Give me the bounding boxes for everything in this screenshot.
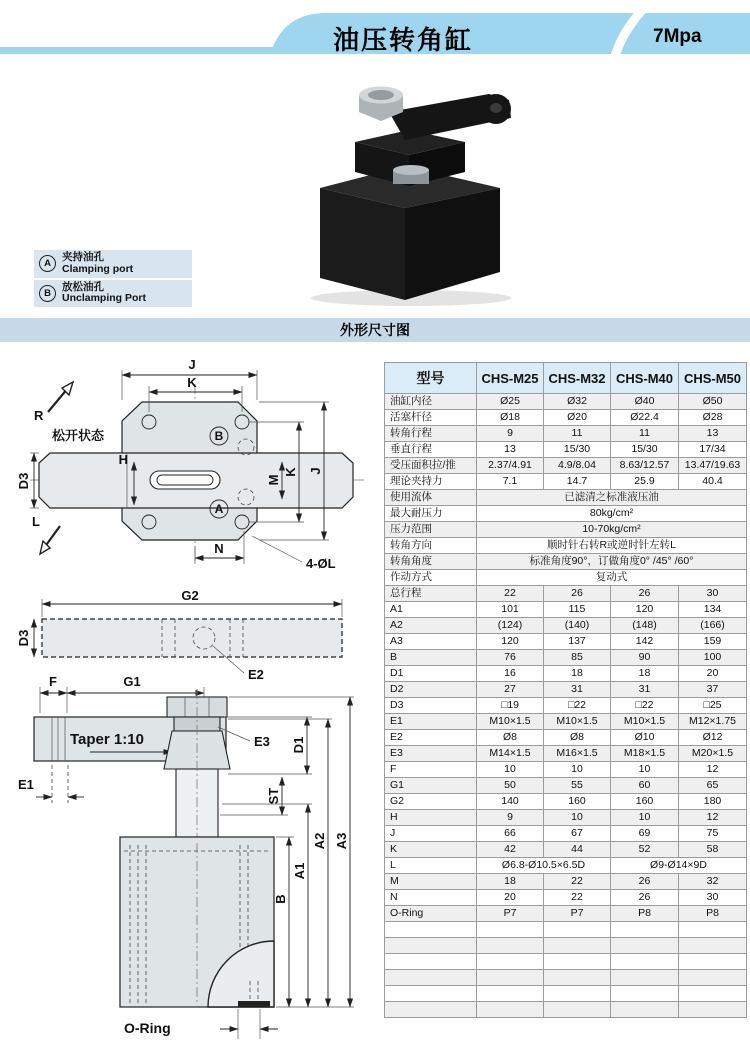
spec-value: 159: [679, 634, 747, 650]
table-row: [385, 906, 747, 922]
dim-d3-label: D3: [16, 472, 31, 490]
top-view-drawing: [12, 350, 380, 584]
spec-value: 142: [611, 634, 679, 650]
spec-value: M10×1.5: [544, 714, 611, 730]
spec-value: 67: [544, 826, 611, 842]
spec-value: 9: [477, 810, 544, 826]
spec-value: 10: [544, 810, 611, 826]
table-row: [385, 426, 747, 442]
spec-value: Ø32: [544, 394, 611, 410]
spec-value: 26: [544, 586, 611, 602]
table-row: [385, 858, 747, 874]
spec-value: 100: [679, 650, 747, 666]
spec-value: 50: [477, 778, 544, 794]
table-row: [385, 842, 747, 858]
table-row: [385, 618, 747, 634]
spec-value: 180: [679, 794, 747, 810]
spec-value: Ø8: [544, 730, 611, 746]
spec-value: 58: [679, 842, 747, 858]
spec-value: [679, 986, 747, 1002]
spec-value: M20×1.5: [679, 746, 747, 762]
spec-value: 10: [477, 762, 544, 778]
callout-e2-label: E2: [248, 667, 264, 682]
port-a-badge: A: [39, 255, 56, 272]
spec-value: Ø40: [611, 394, 679, 410]
spec-value: 137: [544, 634, 611, 650]
taper-note: Taper 1:10: [70, 731, 144, 748]
spec-value: [611, 970, 679, 986]
spec-value: 76: [477, 650, 544, 666]
spec-value: 10: [611, 810, 679, 826]
spec-label: D3: [385, 698, 477, 714]
spec-label: G2: [385, 794, 477, 810]
spec-label: 最大耐压力: [385, 506, 477, 522]
spec-value: P7: [477, 906, 544, 922]
dim-f-label: F: [49, 674, 57, 689]
spec-value: 18: [477, 874, 544, 890]
spec-value: M18×1.5: [611, 746, 679, 762]
spec-value: Ø18: [477, 410, 544, 426]
table-row: [385, 666, 747, 682]
spec-value: 13.47/19.63: [679, 458, 747, 474]
spec-value: 65: [679, 778, 747, 794]
spec-value: 8.63/12.57: [611, 458, 679, 474]
spec-value: 22: [477, 586, 544, 602]
spec-value: 75: [679, 826, 747, 842]
spec-value: 85: [544, 650, 611, 666]
table-row: [385, 538, 747, 554]
spec-value: 69: [611, 826, 679, 842]
spec-label: F: [385, 762, 477, 778]
clamping-port-row: [34, 250, 192, 278]
dim-k-label: K: [187, 375, 197, 390]
spec-label: 受压面积拉/推: [385, 458, 477, 474]
spec-value: 4.9/8.04: [544, 458, 611, 474]
spec-value: 12: [679, 810, 747, 826]
table-row: [385, 490, 747, 506]
spec-value: 18: [611, 666, 679, 682]
spec-value: □22: [611, 698, 679, 714]
spec-value: 40.4: [679, 474, 747, 490]
spec-value: Ø10: [611, 730, 679, 746]
spec-value: 26: [611, 586, 679, 602]
spec-value: 10-70kg/cm²: [477, 522, 747, 538]
spec-table-body: [385, 394, 747, 1018]
table-row: [385, 874, 747, 890]
spec-value: 10: [611, 762, 679, 778]
spec-value: 14.7: [544, 474, 611, 490]
empty-row: [385, 922, 747, 938]
pressure-rating: 7Mpa: [653, 26, 702, 47]
spec-value: [477, 970, 544, 986]
spec-value: 13: [477, 442, 544, 458]
spec-value: (166): [679, 618, 747, 634]
spec-label: [385, 970, 477, 986]
spec-value: 31: [544, 682, 611, 698]
table-row: [385, 522, 747, 538]
spec-value: [679, 1002, 747, 1018]
table-row: [385, 410, 747, 426]
table-row: [385, 698, 747, 714]
spec-value: 60: [611, 778, 679, 794]
spec-value: 160: [544, 794, 611, 810]
spec-value: 25.9: [611, 474, 679, 490]
spec-value: [611, 986, 679, 1002]
spec-value: P8: [679, 906, 747, 922]
spec-label: [385, 954, 477, 970]
spec-value: 80kg/cm²: [477, 506, 747, 522]
spec-value: 31: [611, 682, 679, 698]
spec-value: Ø6.8-Ø10.5×6.5D: [477, 858, 611, 874]
table-row: [385, 778, 747, 794]
table-row: [385, 394, 747, 410]
table-row: [385, 794, 747, 810]
spec-value: 16: [477, 666, 544, 682]
spec-value: Ø8: [477, 730, 544, 746]
port-b-badge: B: [39, 285, 56, 302]
spec-value: 26: [611, 874, 679, 890]
dim-e1-label: E1: [18, 777, 34, 792]
table-row: [385, 730, 747, 746]
spec-label: A2: [385, 618, 477, 634]
dim-n-label: N: [214, 541, 224, 556]
oring-label: O-Ring: [124, 1020, 171, 1036]
spec-label: 油缸内径: [385, 394, 477, 410]
dim-a3-label: A3: [334, 832, 349, 850]
port-legend: [34, 250, 192, 309]
spec-value: 32: [679, 874, 747, 890]
spec-label: 总行程: [385, 586, 477, 602]
product-photo: [293, 66, 525, 310]
dim-j-side-label: J: [308, 467, 323, 475]
spec-value: P8: [611, 906, 679, 922]
model-chs-m40: CHS-M40: [611, 363, 679, 394]
clamping-port-label: [62, 252, 133, 276]
spec-value: 17/34: [679, 442, 747, 458]
dim-g1-label: G1: [123, 674, 141, 689]
model-chs-m25: CHS-M25: [477, 363, 544, 394]
holes-callout: 4-ØL: [306, 556, 336, 571]
table-row: [385, 650, 747, 666]
table-row: [385, 762, 747, 778]
spec-label: [385, 922, 477, 938]
spec-value: P7: [544, 906, 611, 922]
spec-value: □19: [477, 698, 544, 714]
spec-value: 复动式: [477, 570, 747, 586]
table-row: [385, 474, 747, 490]
spec-value: 30: [679, 890, 747, 906]
spec-label: 理论夹持力: [385, 474, 477, 490]
spec-label: J: [385, 826, 477, 842]
spec-label: 转角方向: [385, 538, 477, 554]
spec-value: [544, 954, 611, 970]
spec-value: 11: [544, 426, 611, 442]
spec-value: Ø22.4: [611, 410, 679, 426]
dim-d3-side-label: D3: [16, 629, 31, 647]
spec-value: 12: [679, 762, 747, 778]
spec-table: [384, 362, 747, 1018]
spec-value: 42: [477, 842, 544, 858]
spec-value: □25: [679, 698, 747, 714]
model-column-header: 型号: [385, 363, 477, 394]
section-title: 外形尺寸图: [340, 322, 410, 338]
spec-label: [385, 938, 477, 954]
empty-row: [385, 986, 747, 1002]
page-title: 油压转角缸: [332, 25, 473, 55]
spec-value: 26: [611, 890, 679, 906]
spec-value: [611, 938, 679, 954]
table-row: [385, 442, 747, 458]
spec-label: 垂直行程: [385, 442, 477, 458]
spec-label: A3: [385, 634, 477, 650]
released-state-note: 松开状态: [52, 428, 105, 443]
dim-h-label: H: [118, 452, 128, 467]
rotation-l-label: L: [32, 514, 40, 529]
spec-value: M10×1.5: [477, 714, 544, 730]
spec-label: G1: [385, 778, 477, 794]
side-view-drawing: [12, 589, 380, 1044]
unclamping-port-cn: 放松油孔: [62, 280, 104, 293]
unclamping-port-label: [62, 282, 146, 306]
table-row: [385, 570, 747, 586]
spec-value: 20: [679, 666, 747, 682]
table-row: [385, 458, 747, 474]
spec-value: 15/30: [544, 442, 611, 458]
spec-value: Ø9-Ø14×9D: [611, 858, 747, 874]
spec-value: [477, 954, 544, 970]
spec-label: D2: [385, 682, 477, 698]
spec-value: Ø50: [679, 394, 747, 410]
spec-value: 44: [544, 842, 611, 858]
spec-label: M: [385, 874, 477, 890]
spec-value: [477, 922, 544, 938]
spec-label: D1: [385, 666, 477, 682]
spec-value: [611, 1002, 679, 1018]
spec-value: 37: [679, 682, 747, 698]
spec-value: 15/30: [611, 442, 679, 458]
table-row: [385, 506, 747, 522]
rotation-r-label: R: [34, 408, 44, 423]
spec-value: 已滤清之标准液压油: [477, 490, 747, 506]
dim-m-label: M: [266, 474, 281, 486]
dim-g2-label: G2: [181, 589, 199, 603]
table-row: [385, 586, 747, 602]
callout-e3-label: E3: [254, 734, 270, 749]
spec-label: E2: [385, 730, 477, 746]
spec-label: [385, 986, 477, 1002]
spec-value: (148): [611, 618, 679, 634]
spec-value: (124): [477, 618, 544, 634]
spec-value: Ø12: [679, 730, 747, 746]
page-header: [0, 0, 750, 62]
empty-row: [385, 970, 747, 986]
table-row: [385, 554, 747, 570]
spec-value: [477, 1002, 544, 1018]
spec-value: 22: [544, 874, 611, 890]
spec-value: 55: [544, 778, 611, 794]
spec-value: 10: [544, 762, 611, 778]
dim-d1-label: D1: [291, 736, 306, 754]
spec-value: (140): [544, 618, 611, 634]
spec-label: E3: [385, 746, 477, 762]
table-row: [385, 714, 747, 730]
table-row: [385, 890, 747, 906]
spec-label: 使用流体: [385, 490, 477, 506]
dim-a1-label: A1: [292, 862, 307, 880]
spec-value: [611, 922, 679, 938]
port-a-mark: A: [214, 502, 224, 516]
spec-value: [679, 970, 747, 986]
spec-value: 66: [477, 826, 544, 842]
spec-label: O-Ring: [385, 906, 477, 922]
spec-value: 18: [544, 666, 611, 682]
spec-value: [611, 954, 679, 970]
spec-value: 27: [477, 682, 544, 698]
dim-j-label: J: [188, 357, 196, 372]
model-chs-m32: CHS-M32: [544, 363, 611, 394]
spec-value: 52: [611, 842, 679, 858]
spec-value: M14×1.5: [477, 746, 544, 762]
spec-value: Ø20: [544, 410, 611, 426]
empty-row: [385, 938, 747, 954]
dim-st-label: ST: [266, 787, 281, 805]
spec-value: 22: [544, 890, 611, 906]
spec-value: 13: [679, 426, 747, 442]
spec-label: 转角行程: [385, 426, 477, 442]
spec-label: H: [385, 810, 477, 826]
dim-k-side-label: K: [283, 467, 298, 477]
spec-label: N: [385, 890, 477, 906]
spec-value: 160: [611, 794, 679, 810]
spec-value: [679, 954, 747, 970]
spec-value: Ø28: [679, 410, 747, 426]
table-row: [385, 682, 747, 698]
spec-value: [544, 1002, 611, 1018]
spec-value: [544, 938, 611, 954]
spec-value: [679, 922, 747, 938]
unclamping-port-row: [34, 280, 192, 308]
spec-value: □22: [544, 698, 611, 714]
clamping-port-cn: 夹持油孔: [62, 251, 104, 263]
spec-label: E1: [385, 714, 477, 730]
spec-value: [544, 922, 611, 938]
spec-value: 20: [477, 890, 544, 906]
spec-value: M12×1.75: [679, 714, 747, 730]
dimension-drawings: [12, 350, 384, 1044]
clamping-port-en: Clamping port: [62, 262, 134, 275]
spec-value: 30: [679, 586, 747, 602]
spec-value: M10×1.5: [611, 714, 679, 730]
spec-value: Ø25: [477, 394, 544, 410]
spec-label: L: [385, 858, 477, 874]
table-row: [385, 746, 747, 762]
spec-value: 2.37/4.91: [477, 458, 544, 474]
spec-value: M16×1.5: [544, 746, 611, 762]
spec-value: 140: [477, 794, 544, 810]
spec-value: [544, 970, 611, 986]
spec-table-wrap: [384, 362, 746, 1018]
spec-value: 标准角度90°，订做角度0° /45° /60°: [477, 554, 747, 570]
spec-value: 90: [611, 650, 679, 666]
model-chs-m50: CHS-M50: [679, 363, 747, 394]
spec-value: [477, 986, 544, 1002]
port-b-mark: B: [214, 429, 224, 443]
spec-label: [385, 1002, 477, 1018]
spec-value: 134: [679, 602, 747, 618]
spec-value: 120: [477, 634, 544, 650]
spec-label: 转角角度: [385, 554, 477, 570]
spec-value: 顺时针右转R或逆时针左转L: [477, 538, 747, 554]
spec-label: 作动方式: [385, 570, 477, 586]
spec-label: B: [385, 650, 477, 666]
unclamping-port-en: Unclamping Port: [62, 292, 147, 305]
spec-label: 活塞杆径: [385, 410, 477, 426]
model-header-row: [385, 363, 747, 394]
spec-value: 101: [477, 602, 544, 618]
spec-value: 9: [477, 426, 544, 442]
table-row: [385, 634, 747, 650]
spec-value: 115: [544, 602, 611, 618]
table-row: [385, 602, 747, 618]
spec-label: A1: [385, 602, 477, 618]
dim-b-label: B: [273, 894, 288, 904]
table-row: [385, 810, 747, 826]
section-bar: [0, 318, 750, 342]
spec-value: 7.1: [477, 474, 544, 490]
empty-row: [385, 1002, 747, 1018]
empty-row: [385, 954, 747, 970]
spec-value: 11: [611, 426, 679, 442]
spec-value: [477, 938, 544, 954]
dim-a2-label: A2: [312, 832, 327, 850]
table-row: [385, 826, 747, 842]
spec-label: 压力范围: [385, 522, 477, 538]
spec-value: 120: [611, 602, 679, 618]
spec-label: K: [385, 842, 477, 858]
spec-value: [679, 938, 747, 954]
spec-value: [544, 986, 611, 1002]
